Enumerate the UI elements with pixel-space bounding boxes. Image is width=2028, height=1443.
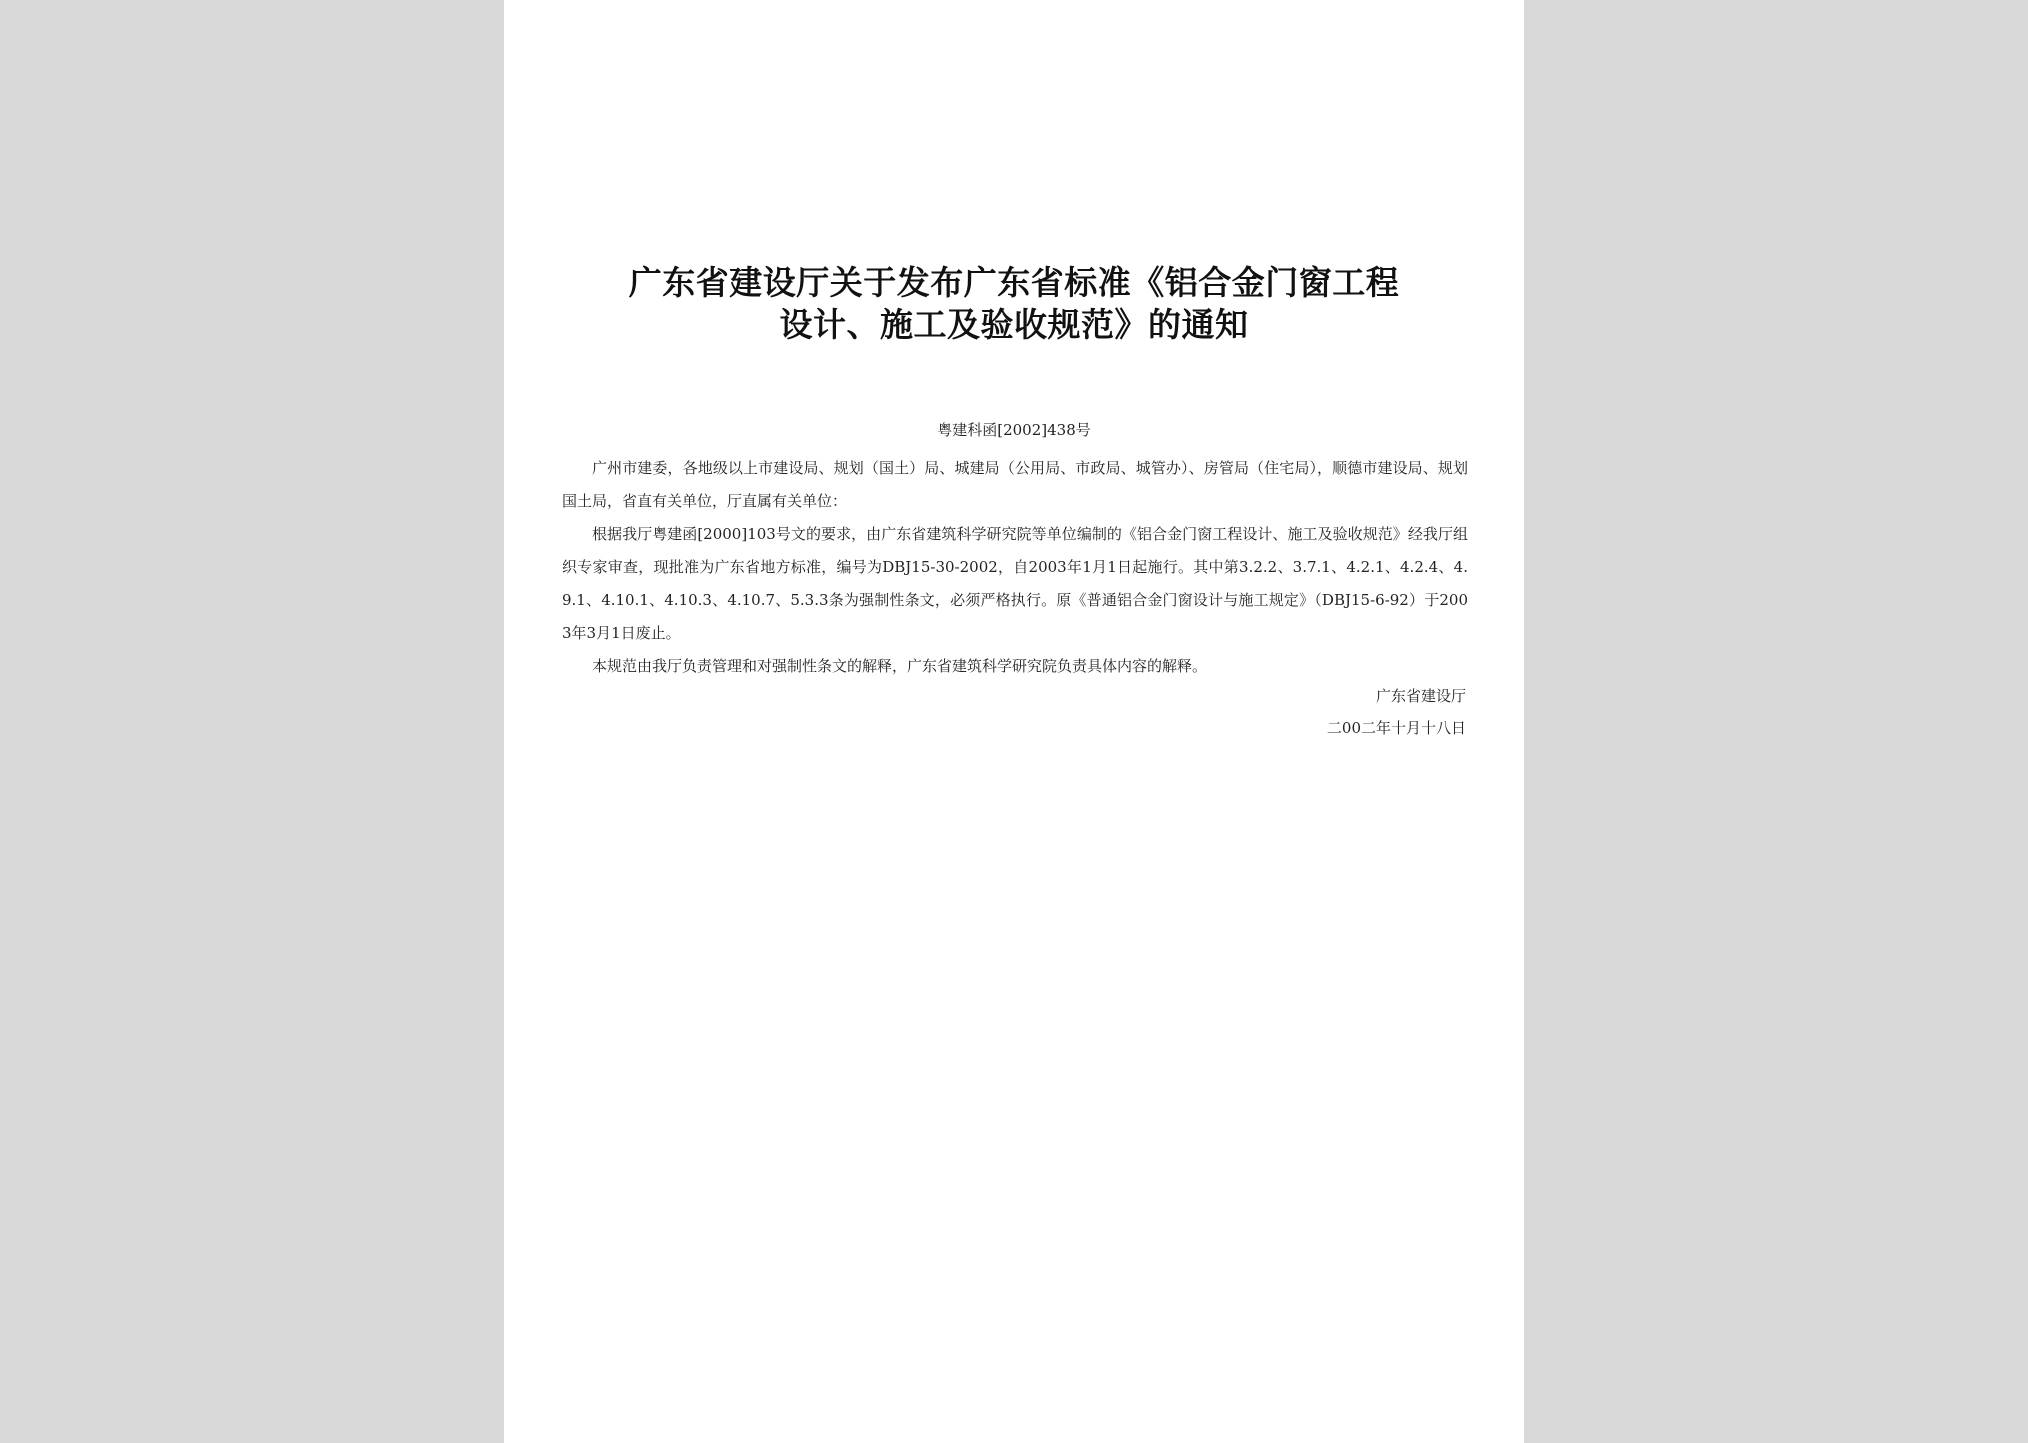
paragraph-approval: 根据我厅粤建函[2000]103号文的要求，由广东省建筑科学研究院等单位编制的《铝合金门窗工程设计、施工及验收规范》经我厅组织专家审查，现批准为广东省地方标准，编号为DBJ15-30-2002，自2003年1月1日起施行。其中第3.2.2、3.7.1、4.2.1、4.2.4、4.9.1、4.10.1、4.10.3、4.10.7、5.3.3条为强制性条文，必须严格执行。原《普通铝合金门窗设计与施工规定》（DBJ15-6-92）于2003年3月1日废止。 [562,525,1468,642]
document-body [562,452,1468,683]
document-number: 粤建科函[2002]438号 [937,421,1091,439]
signature-date: 二00二年十月十八日 [1326,719,1466,737]
paragraph-interpretation: 本规范由我厅负责管理和对强制性条文的解释，广东省建筑科学研究院负责具体内容的解释。 [592,657,1208,675]
document-title [584,262,1444,346]
signature-organization: 广东省建设厅 [1375,687,1466,705]
title-line-2: 设计、施工及验收规范》的通知 [779,305,1249,344]
document-page [504,0,1524,1443]
paragraph-addressees: 广州市建委，各地级以上市建设局、规划（国土）局、城建局（公用局、市政局、城管办）、房管局（住宅局），顺德市建设局、规划国土局，省直有关单位，厅直属有关单位： [562,459,1468,510]
title-line-1: 广东省建设厅关于发布广东省标准《铝合金门窗工程 [628,263,1400,302]
